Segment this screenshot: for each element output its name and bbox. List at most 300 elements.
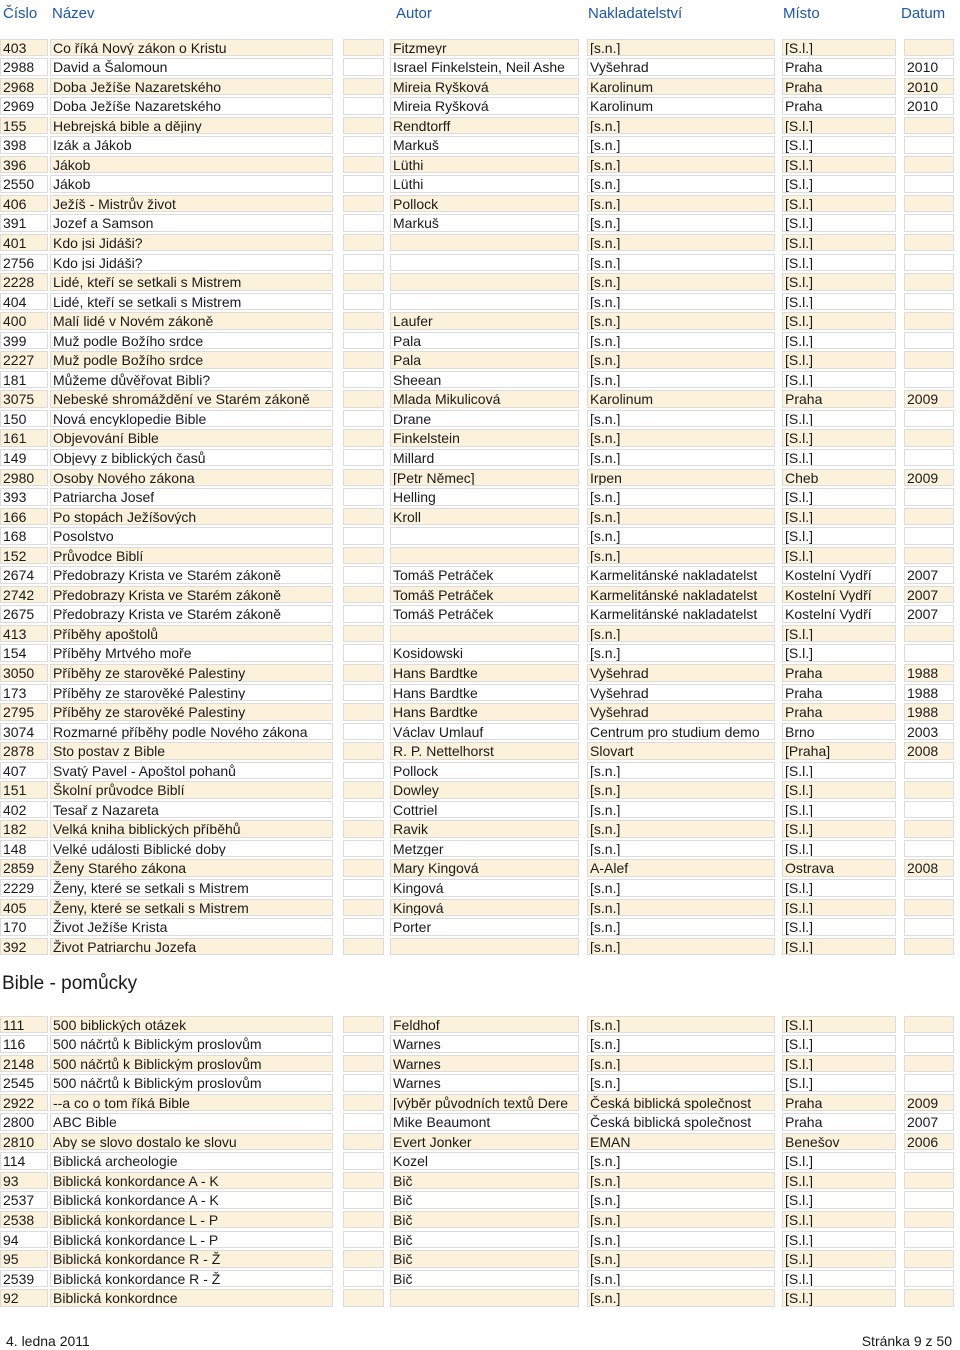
- cell-author: Sheean: [390, 371, 579, 389]
- cell-title: Ženy Starého zákona: [50, 859, 333, 877]
- cell-number: 2148: [0, 1055, 48, 1073]
- cell-author: Kingová: [390, 879, 579, 897]
- cell-year: [904, 488, 954, 506]
- cell-title: Předobrazy Krista ve Starém zákoně: [50, 605, 333, 623]
- cell-empty: [343, 332, 384, 350]
- cell-number: 111: [0, 1016, 48, 1034]
- cell-publisher: [s.n.]: [587, 175, 775, 193]
- cell-place: [S.l.]: [782, 1211, 896, 1229]
- cell-author: Mary Kingová: [390, 859, 579, 877]
- cell-place: [S.l.]: [782, 781, 896, 799]
- cell-place: Ostrava: [782, 859, 896, 877]
- cell-year: [904, 508, 954, 526]
- cell-place: [S.l.]: [782, 410, 896, 428]
- cell-publisher: [s.n.]: [587, 254, 775, 272]
- cell-number: 393: [0, 488, 48, 506]
- cell-number: 405: [0, 899, 48, 917]
- table-row: [0, 546, 960, 566]
- cell-year: [904, 234, 954, 252]
- cell-title: Jozef a Samson: [50, 214, 333, 232]
- cell-number: 2537: [0, 1191, 48, 1209]
- cell-number: 168: [0, 527, 48, 545]
- cell-title: Aby se slovo dostalo ke slovu: [50, 1133, 333, 1151]
- cell-number: 2756: [0, 254, 48, 272]
- cell-title: Objevy z biblických časů: [50, 449, 333, 467]
- cell-title: --a co o tom říká Bible: [50, 1094, 333, 1112]
- cell-publisher: [s.n.]: [587, 371, 775, 389]
- cell-empty: [343, 527, 384, 545]
- cell-place: Praha: [782, 58, 896, 76]
- cell-number: 2538: [0, 1211, 48, 1229]
- cell-number: 2545: [0, 1074, 48, 1092]
- cell-number: 2859: [0, 859, 48, 877]
- cell-number: 3075: [0, 390, 48, 408]
- cell-place: [S.l.]: [782, 39, 896, 57]
- cell-year: [904, 351, 954, 369]
- cell-publisher: [s.n.]: [587, 273, 775, 291]
- cell-author: Warnes: [390, 1074, 579, 1092]
- cell-title: Lidé, kteří se setkali s Mistrem: [50, 293, 333, 311]
- cell-author: Bič: [390, 1231, 579, 1249]
- cell-place: [S.l.]: [782, 488, 896, 506]
- table-row: [0, 683, 960, 703]
- cell-author: Pala: [390, 332, 579, 350]
- cell-empty: [343, 840, 384, 858]
- cell-place: [S.l.]: [782, 175, 896, 193]
- cell-place: [S.l.]: [782, 1250, 896, 1268]
- cell-title: Velké události Biblické doby: [50, 840, 333, 858]
- cell-number: 398: [0, 136, 48, 154]
- cell-empty: [343, 1231, 384, 1249]
- cell-author: Hans Bardtke: [390, 664, 579, 682]
- cell-empty: [343, 58, 384, 76]
- cell-publisher: Karmelitánské nakladatelst: [587, 566, 775, 584]
- table-row: [0, 38, 960, 58]
- cell-empty: [343, 1191, 384, 1209]
- table-row: [0, 272, 960, 292]
- cell-empty: [343, 1113, 384, 1131]
- cell-number: 2674: [0, 566, 48, 584]
- cell-publisher: [s.n.]: [587, 879, 775, 897]
- book-table-bible-pomucky: [0, 1015, 960, 1308]
- cell-publisher: [s.n.]: [587, 1289, 775, 1307]
- table-row: [0, 937, 960, 957]
- cell-publisher: [s.n.]: [587, 429, 775, 447]
- cell-publisher: [s.n.]: [587, 117, 775, 135]
- cell-author: Drane: [390, 410, 579, 428]
- cell-author: Mireia Ryšková: [390, 78, 579, 96]
- cell-place: [S.l.]: [782, 1152, 896, 1170]
- table-row: [0, 761, 960, 781]
- table-row: [0, 487, 960, 507]
- table-row: [0, 878, 960, 898]
- cell-title: Biblická konkordance R - Ž: [50, 1270, 333, 1288]
- cell-empty: [343, 762, 384, 780]
- cell-title: 500 biblických otázek: [50, 1016, 333, 1034]
- cell-author: Hans Bardtke: [390, 684, 579, 702]
- cell-author: [390, 254, 579, 272]
- cell-title: Osoby Nového zákona: [50, 469, 333, 487]
- cell-author: Kingová: [390, 899, 579, 917]
- cell-number: 148: [0, 840, 48, 858]
- cell-place: [S.l.]: [782, 156, 896, 174]
- cell-author: Finkelstein: [390, 429, 579, 447]
- cell-empty: [343, 234, 384, 252]
- cell-year: [904, 918, 954, 936]
- cell-author: Ravik: [390, 820, 579, 838]
- cell-publisher: [s.n.]: [587, 39, 775, 57]
- cell-publisher: Slovart: [587, 742, 775, 760]
- cell-empty: [343, 214, 384, 232]
- table-row: [0, 800, 960, 820]
- cell-author: Bič: [390, 1250, 579, 1268]
- cell-place: [S.l.]: [782, 254, 896, 272]
- cell-publisher: [s.n.]: [587, 781, 775, 799]
- cell-place: Benešov: [782, 1133, 896, 1151]
- cell-year: [904, 1289, 954, 1307]
- cell-publisher: [s.n.]: [587, 156, 775, 174]
- cell-publisher: [s.n.]: [587, 1191, 775, 1209]
- cell-empty: [343, 78, 384, 96]
- cell-publisher: Karmelitánské nakladatelst: [587, 586, 775, 604]
- cell-publisher: [s.n.]: [587, 527, 775, 545]
- cell-author: Bič: [390, 1172, 579, 1190]
- cell-title: Svatý Pavel - Apoštol pohanů: [50, 762, 333, 780]
- cell-empty: [343, 97, 384, 115]
- cell-empty: [343, 1152, 384, 1170]
- cell-publisher: EMAN: [587, 1133, 775, 1151]
- cell-publisher: Vyšehrad: [587, 664, 775, 682]
- cell-publisher: Karmelitánské nakladatelst: [587, 605, 775, 623]
- cell-number: 2228: [0, 273, 48, 291]
- cell-year: 2010: [904, 97, 954, 115]
- cell-number: 181: [0, 371, 48, 389]
- table-row: [0, 350, 960, 370]
- column-header-bar: [0, 0, 960, 28]
- cell-year: [904, 1191, 954, 1209]
- table-row: [0, 155, 960, 175]
- cell-year: [904, 1016, 954, 1034]
- cell-empty: [343, 156, 384, 174]
- cell-publisher: [s.n.]: [587, 1152, 775, 1170]
- cell-number: 155: [0, 117, 48, 135]
- cell-empty: [343, 273, 384, 291]
- table-row: [0, 507, 960, 527]
- cell-year: [904, 117, 954, 135]
- cell-number: 94: [0, 1231, 48, 1249]
- cell-empty: [343, 39, 384, 57]
- cell-title: Příběhy ze starověké Palestiny: [50, 684, 333, 702]
- cell-place: [S.l.]: [782, 293, 896, 311]
- cell-number: 401: [0, 234, 48, 252]
- table-row: [0, 819, 960, 839]
- cell-number: 2229: [0, 879, 48, 897]
- cell-author: Markuš: [390, 214, 579, 232]
- cell-year: [904, 527, 954, 545]
- cell-number: 154: [0, 644, 48, 662]
- table-row: [0, 1269, 960, 1289]
- cell-title: Biblická konkordance A - K: [50, 1191, 333, 1209]
- cell-empty: [343, 1055, 384, 1073]
- cell-empty: [343, 1035, 384, 1053]
- cell-empty: [343, 371, 384, 389]
- cell-title: Sto postav z Bible: [50, 742, 333, 760]
- cell-title: Příběhy ze starověké Palestiny: [50, 703, 333, 721]
- cell-number: 400: [0, 312, 48, 330]
- cell-author: Millard: [390, 449, 579, 467]
- cell-number: 2550: [0, 175, 48, 193]
- cell-empty: [343, 605, 384, 623]
- cell-year: [904, 1055, 954, 1073]
- cell-empty: [343, 117, 384, 135]
- cell-publisher: A-Alef: [587, 859, 775, 877]
- cell-place: Brno: [782, 723, 896, 741]
- table-row: [0, 780, 960, 800]
- cell-empty: [343, 723, 384, 741]
- cell-empty: [343, 508, 384, 526]
- cell-place: [S.l.]: [782, 1172, 896, 1190]
- cell-publisher: [s.n.]: [587, 938, 775, 956]
- cell-author: Israel Finkelstein, Neil Ashe: [390, 58, 579, 76]
- cell-publisher: [s.n.]: [587, 801, 775, 819]
- cell-empty: [343, 254, 384, 272]
- cell-year: 2006: [904, 1133, 954, 1151]
- cell-author: [390, 234, 579, 252]
- cell-year: 2008: [904, 859, 954, 877]
- cell-place: [S.l.]: [782, 1270, 896, 1288]
- cell-number: 182: [0, 820, 48, 838]
- book-table-bible: [0, 38, 960, 957]
- cell-place: Kostelní Vydří: [782, 586, 896, 604]
- cell-publisher: [s.n.]: [587, 625, 775, 643]
- cell-publisher: [s.n.]: [587, 1172, 775, 1190]
- cell-number: 2878: [0, 742, 48, 760]
- cell-number: 391: [0, 214, 48, 232]
- table-row: [0, 448, 960, 468]
- table-row: [0, 116, 960, 136]
- cell-year: [904, 195, 954, 213]
- cell-title: David a Šalomoun: [50, 58, 333, 76]
- cell-author: [390, 273, 579, 291]
- cell-year: [904, 547, 954, 565]
- cell-year: [904, 625, 954, 643]
- cell-year: 1988: [904, 703, 954, 721]
- cell-title: Jákob: [50, 175, 333, 193]
- cell-author: Mireia Ryšková: [390, 97, 579, 115]
- cell-number: 399: [0, 332, 48, 350]
- cell-number: 2227: [0, 351, 48, 369]
- cell-title: Co říká Nový zákon o Kristu: [50, 39, 333, 57]
- cell-number: 151: [0, 781, 48, 799]
- cell-place: Praha: [782, 1113, 896, 1131]
- cell-empty: [343, 1289, 384, 1307]
- cell-title: ABC Bible: [50, 1113, 333, 1131]
- table-row: [0, 1073, 960, 1093]
- cell-year: [904, 214, 954, 232]
- cell-publisher: Česká biblická společnost: [587, 1094, 775, 1112]
- cell-number: 152: [0, 547, 48, 565]
- table-row: [0, 1288, 960, 1308]
- cell-author: [Petr Němec]: [390, 469, 579, 487]
- cell-publisher: [s.n.]: [587, 195, 775, 213]
- footer-date: 4. ledna 2011: [6, 1333, 90, 1349]
- cell-empty: [343, 195, 384, 213]
- cell-year: [904, 644, 954, 662]
- cell-author: Tomáš Petráček: [390, 586, 579, 604]
- cell-place: [S.l.]: [782, 879, 896, 897]
- table-row: [0, 194, 960, 214]
- cell-number: 116: [0, 1035, 48, 1053]
- cell-title: Doba Ježíše Nazaretského: [50, 97, 333, 115]
- cell-place: [S.l.]: [782, 136, 896, 154]
- cell-place: [S.l.]: [782, 1231, 896, 1249]
- cell-title: Lidé, kteří se setkali s Mistrem: [50, 273, 333, 291]
- cell-title: Po stopách Ježíšových: [50, 508, 333, 526]
- cell-place: [S.l.]: [782, 1035, 896, 1053]
- cell-empty: [343, 449, 384, 467]
- table-row: [0, 898, 960, 918]
- cell-place: [S.l.]: [782, 625, 896, 643]
- cell-year: 2009: [904, 390, 954, 408]
- cell-number: 2800: [0, 1113, 48, 1131]
- cell-year: 2009: [904, 469, 954, 487]
- cell-year: [904, 781, 954, 799]
- cell-empty: [343, 351, 384, 369]
- cell-place: Cheb: [782, 469, 896, 487]
- cell-place: [S.l.]: [782, 117, 896, 135]
- cell-title: Průvodce Biblí: [50, 547, 333, 565]
- cell-place: [S.l.]: [782, 195, 896, 213]
- cell-author: Tomáš Petráček: [390, 605, 579, 623]
- cell-number: 2675: [0, 605, 48, 623]
- cell-year: [904, 371, 954, 389]
- cell-year: [904, 175, 954, 193]
- cell-place: [S.l.]: [782, 820, 896, 838]
- cell-publisher: Karolinum: [587, 78, 775, 96]
- cell-empty: [343, 703, 384, 721]
- cell-title: Předobrazy Krista ve Starém zákoně: [50, 566, 333, 584]
- table-row: [0, 1249, 960, 1269]
- cell-author: Bič: [390, 1270, 579, 1288]
- table-row: [0, 604, 960, 624]
- cell-year: [904, 312, 954, 330]
- cell-empty: [343, 488, 384, 506]
- cell-author: Helling: [390, 488, 579, 506]
- cell-number: 406: [0, 195, 48, 213]
- cell-publisher: Česká biblická společnost: [587, 1113, 775, 1131]
- cell-year: 2010: [904, 58, 954, 76]
- cell-title: Rozmarné příběhy podle Nového zákona: [50, 723, 333, 741]
- cell-empty: [343, 938, 384, 956]
- cell-empty: [343, 1172, 384, 1190]
- cell-place: [S.l.]: [782, 214, 896, 232]
- cell-author: Lüthi: [390, 175, 579, 193]
- cell-place: [S.l.]: [782, 918, 896, 936]
- table-row: [0, 174, 960, 194]
- cell-empty: [343, 1270, 384, 1288]
- table-row: [0, 1151, 960, 1171]
- cell-title: Patriarcha Josef: [50, 488, 333, 506]
- cell-number: 404: [0, 293, 48, 311]
- cell-place: [S.l.]: [782, 332, 896, 350]
- cell-title: Tesař z Nazareta: [50, 801, 333, 819]
- cell-title: Školní průvodce Biblí: [50, 781, 333, 799]
- cell-empty: [343, 566, 384, 584]
- cell-publisher: Karolinum: [587, 390, 775, 408]
- cell-year: [904, 820, 954, 838]
- table-row: [0, 57, 960, 77]
- cell-publisher: [s.n.]: [587, 449, 775, 467]
- table-row: [0, 741, 960, 761]
- cell-title: Biblická konkordance A - K: [50, 1172, 333, 1190]
- cell-place: [S.l.]: [782, 1016, 896, 1034]
- cell-publisher: [s.n.]: [587, 899, 775, 917]
- cell-number: 2922: [0, 1094, 48, 1112]
- cell-title: Velká kniha biblických příběhů: [50, 820, 333, 838]
- cell-author: Evert Jonker: [390, 1133, 579, 1151]
- cell-publisher: [s.n.]: [587, 234, 775, 252]
- cell-author: Bič: [390, 1211, 579, 1229]
- table-row: [0, 917, 960, 937]
- cell-year: [904, 1172, 954, 1190]
- table-row: [0, 1034, 960, 1054]
- cell-title: Biblická konkordnce: [50, 1289, 333, 1307]
- cell-empty: [343, 899, 384, 917]
- cell-author: Warnes: [390, 1055, 579, 1073]
- cell-author: Mlada Mikulicová: [390, 390, 579, 408]
- cell-empty: [343, 1074, 384, 1092]
- cell-title: Můžeme důvěřovat Bibli?: [50, 371, 333, 389]
- cell-author: [390, 1289, 579, 1307]
- cell-title: Příběhy ze starověké Palestiny: [50, 664, 333, 682]
- cell-author: Kosidowski: [390, 644, 579, 662]
- cell-author: Bič: [390, 1191, 579, 1209]
- header-nazev: Název: [52, 5, 95, 22]
- cell-empty: [343, 293, 384, 311]
- table-row: [0, 311, 960, 331]
- cell-publisher: [s.n.]: [587, 136, 775, 154]
- cell-title: Posolstvo: [50, 527, 333, 545]
- cell-title: 500 náčrtů k Biblickým proslovům: [50, 1074, 333, 1092]
- cell-empty: [343, 742, 384, 760]
- table-row: [0, 858, 960, 878]
- cell-empty: [343, 1133, 384, 1151]
- cell-place: [S.l.]: [782, 547, 896, 565]
- cell-empty: [343, 801, 384, 819]
- cell-place: [S.l.]: [782, 899, 896, 917]
- cell-title: 500 náčrtů k Biblickým proslovům: [50, 1035, 333, 1053]
- cell-number: 396: [0, 156, 48, 174]
- cell-author: [390, 293, 579, 311]
- cell-publisher: [s.n.]: [587, 1231, 775, 1249]
- cell-publisher: [s.n.]: [587, 820, 775, 838]
- cell-number: 170: [0, 918, 48, 936]
- cell-publisher: Vyšehrad: [587, 58, 775, 76]
- table-row: [0, 1190, 960, 1210]
- cell-year: [904, 1035, 954, 1053]
- cell-place: [S.l.]: [782, 801, 896, 819]
- cell-title: Jákob: [50, 156, 333, 174]
- cell-number: 402: [0, 801, 48, 819]
- cell-number: 93: [0, 1172, 48, 1190]
- cell-title: Objevování Bible: [50, 429, 333, 447]
- table-row: [0, 839, 960, 859]
- cell-empty: [343, 1250, 384, 1268]
- header-cislo: Číslo: [3, 5, 38, 22]
- cell-empty: [343, 820, 384, 838]
- cell-year: [904, 762, 954, 780]
- table-row: [0, 292, 960, 312]
